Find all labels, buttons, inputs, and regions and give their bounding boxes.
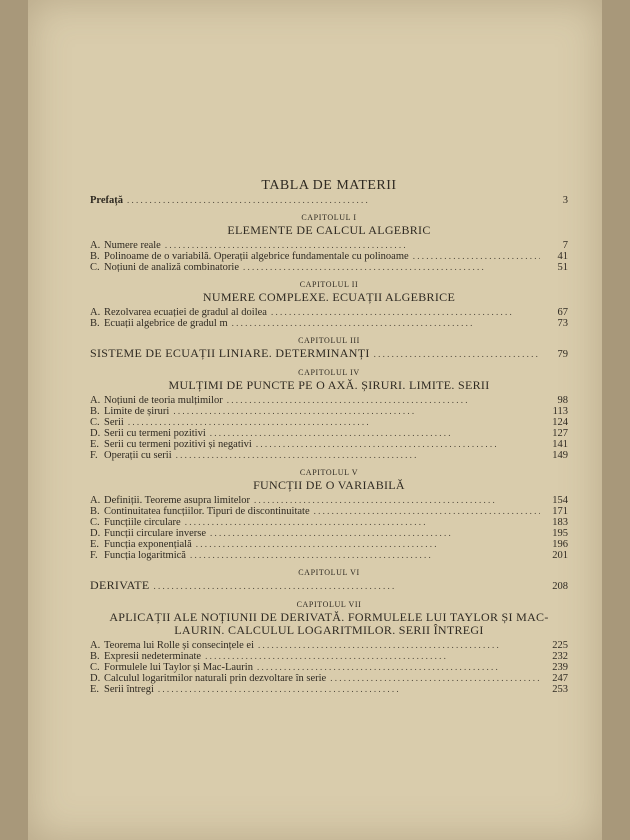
chapter-title-row [90, 579, 568, 593]
book-page [28, 0, 602, 840]
entry-page: 239 [552, 662, 568, 673]
entry-text: Polinoame de o variabilă. Operații algebrice fundamentale cu polinoame [104, 251, 409, 262]
toc-entry [90, 684, 568, 695]
entry-page: 247 [552, 673, 568, 684]
toc-entry [90, 307, 568, 318]
entry-letter: D. [90, 673, 101, 684]
toc-entry [90, 662, 568, 673]
toc-entry [90, 539, 568, 550]
leader-dots [172, 450, 540, 461]
entry-text: Teorema lui Rolle și consecințele ei [104, 640, 255, 651]
leader-dots [201, 651, 540, 662]
entry-text: Noțiuni de analiză combinatorie [104, 262, 239, 273]
chapter-page: 79 [557, 349, 568, 360]
entry-letter: C. [90, 517, 100, 528]
chapter-title: DERIVATE [90, 578, 150, 592]
entry-letter: C. [90, 417, 100, 428]
entry-text: Limite de șiruri [104, 406, 170, 417]
entry-page: 201 [552, 550, 568, 561]
entry-page: 253 [552, 684, 568, 695]
entry-letter: B. [90, 651, 100, 662]
toc-entry [90, 651, 568, 662]
entry-letter: F. [90, 450, 98, 461]
entry-letter: A. [90, 395, 101, 406]
leader-dots [228, 318, 540, 329]
leader-dots [310, 506, 540, 517]
leader-dots [253, 662, 540, 673]
toc-entry [90, 550, 568, 561]
entry-text: Funcția exponențială [104, 539, 192, 550]
toc-title: TABLA DE MATERII [261, 178, 397, 193]
toc-entry [90, 428, 568, 439]
entry-page: 154 [552, 495, 568, 506]
entry-page: 67 [557, 307, 568, 318]
entry-letter: E. [90, 539, 100, 550]
entry-letter: B. [90, 318, 100, 329]
toc-entry [90, 506, 568, 517]
entry-text: Formulele lui Taylor și Mac-Laurin [104, 662, 253, 673]
entry-page: 73 [557, 318, 568, 329]
entry-letter: B. [90, 506, 100, 517]
entry-text: Rezolvarea ecuației de gradul al doilea [104, 307, 267, 318]
preface-label: Prefață [90, 195, 124, 206]
entry-letter: C. [90, 662, 100, 673]
entry-letter: A. [90, 640, 101, 651]
entry-page: 232 [552, 651, 568, 662]
toc-entry [90, 417, 568, 428]
chapter-title: APLICAȚII ALE NOȚIUNII DE DERIVATĂ. FORMULELE LUI TAYLOR ȘI MAC-LAURIN. CALCULUL LOGARITMILOR. SERII ÎNTREGI [109, 610, 549, 637]
entry-page: 141 [552, 439, 568, 450]
leader-dots [254, 640, 540, 651]
leader-dots [267, 307, 540, 318]
toc-entry [90, 318, 568, 329]
toc-entry [90, 262, 568, 273]
leader-dots [250, 495, 540, 506]
entry-page: 183 [552, 517, 568, 528]
entry-text: Expresii nedeterminate [104, 651, 202, 662]
leader-dots [123, 195, 540, 206]
toc-entry [90, 528, 568, 539]
leader-dots [239, 262, 540, 273]
entry-page: 113 [552, 406, 568, 417]
leader-dots [124, 417, 540, 428]
chapter-title: SISTEME DE ECUAȚII LINIARE. DETERMINANȚI [90, 346, 370, 360]
entry-text: Definiții. Teoreme asupra limitelor [104, 495, 251, 506]
toc-entry [90, 439, 568, 450]
leader-dots [154, 684, 540, 695]
table-of-contents [90, 180, 568, 695]
leader-dots [150, 581, 540, 592]
entry-text: Continuitatea funcțiilor. Tipuri de discontinuitate [104, 506, 310, 517]
entry-letter: D. [90, 528, 101, 539]
entry-text: Funcția logaritmică [104, 550, 186, 561]
leader-dots [326, 673, 540, 684]
chapter-label: CAPITOLUL V [299, 468, 359, 477]
toc-entry [90, 251, 568, 262]
toc-entry [90, 640, 568, 651]
entry-text: Numere reale [104, 240, 161, 251]
chapter-title: NUMERE COMPLEXE. ECUAȚII ALGEBRICE [202, 290, 456, 304]
leader-dots [252, 439, 540, 450]
chapter-title: ELEMENTE DE CALCUL ALGEBRIC [227, 223, 431, 237]
entry-text: Funcțiile circulare [104, 517, 181, 528]
leader-dots [206, 428, 540, 439]
toc-entry [90, 495, 568, 506]
leader-dots [161, 240, 540, 251]
leader-dots [370, 349, 540, 360]
entry-page: 124 [552, 417, 568, 428]
entry-text: Ecuații algebrice de gradul m [104, 318, 228, 329]
entry-page: 7 [562, 240, 568, 251]
entry-text: Funcții circulare inverse [104, 528, 207, 539]
leader-dots [192, 539, 540, 550]
entry-page: 171 [552, 506, 568, 517]
entry-text: Serii cu termeni pozitivi [104, 428, 206, 439]
toc-entry [90, 240, 568, 251]
entry-text: Operații cu serii [104, 450, 172, 461]
chapter-list [90, 212, 568, 695]
entry-letter: B. [90, 406, 100, 417]
entry-page: 41 [557, 251, 568, 262]
chapter-label: CAPITOLUL II [299, 280, 359, 289]
entry-page: 225 [552, 640, 568, 651]
entry-letter: D. [90, 428, 101, 439]
leader-dots [181, 517, 540, 528]
entry-text: Serii cu termeni pozitivi și negativi [104, 439, 252, 450]
leader-dots [206, 528, 540, 539]
entry-page: 127 [552, 428, 568, 439]
leader-dots [409, 251, 540, 262]
chapter-title-row [90, 347, 568, 361]
toc-entry [90, 673, 568, 684]
entry-letter: F. [90, 550, 98, 561]
preface-page: 3 [562, 195, 568, 206]
chapter-label: CAPITOLUL III [298, 336, 360, 345]
chapter-title: FUNCȚII DE O VARIABILĂ [253, 478, 405, 492]
entry-letter: A. [90, 495, 101, 506]
entry-letter: A. [90, 240, 101, 251]
entry-page: 98 [557, 395, 568, 406]
entry-page: 149 [552, 450, 568, 461]
toc-entry [90, 406, 568, 417]
entry-letter: C. [90, 262, 100, 273]
leader-dots [223, 395, 540, 406]
toc-entry [90, 395, 568, 406]
entry-text: Noțiuni de teoria mulțimilor [104, 395, 223, 406]
entry-letter: A. [90, 307, 101, 318]
chapter-label: CAPITOLUL I [301, 213, 357, 222]
entry-text: Serii întregi [104, 684, 154, 695]
preface-entry [90, 195, 568, 206]
chapter-title: MULȚIMI DE PUNCTE PE O AXĂ. ȘIRURI. LIMITE. SERII [168, 378, 490, 392]
toc-entry [90, 450, 568, 461]
chapter-label: CAPITOLUL VI [298, 568, 360, 577]
chapter-label: CAPITOLUL VII [296, 600, 362, 609]
entry-letter: E. [90, 439, 100, 450]
entry-letter: B. [90, 251, 100, 262]
entry-text: Calculul logaritmilor naturali prin dezvoltare în serie [104, 673, 327, 684]
entry-letter: E. [90, 684, 100, 695]
chapter-label: CAPITOLUL IV [298, 368, 360, 377]
entry-page: 195 [552, 528, 568, 539]
leader-dots [169, 406, 540, 417]
entry-page: 51 [557, 262, 568, 273]
toc-entry [90, 517, 568, 528]
entry-page: 196 [552, 539, 568, 550]
chapter-page: 208 [552, 581, 568, 592]
entry-text: Serii [104, 417, 124, 428]
leader-dots [186, 550, 540, 561]
